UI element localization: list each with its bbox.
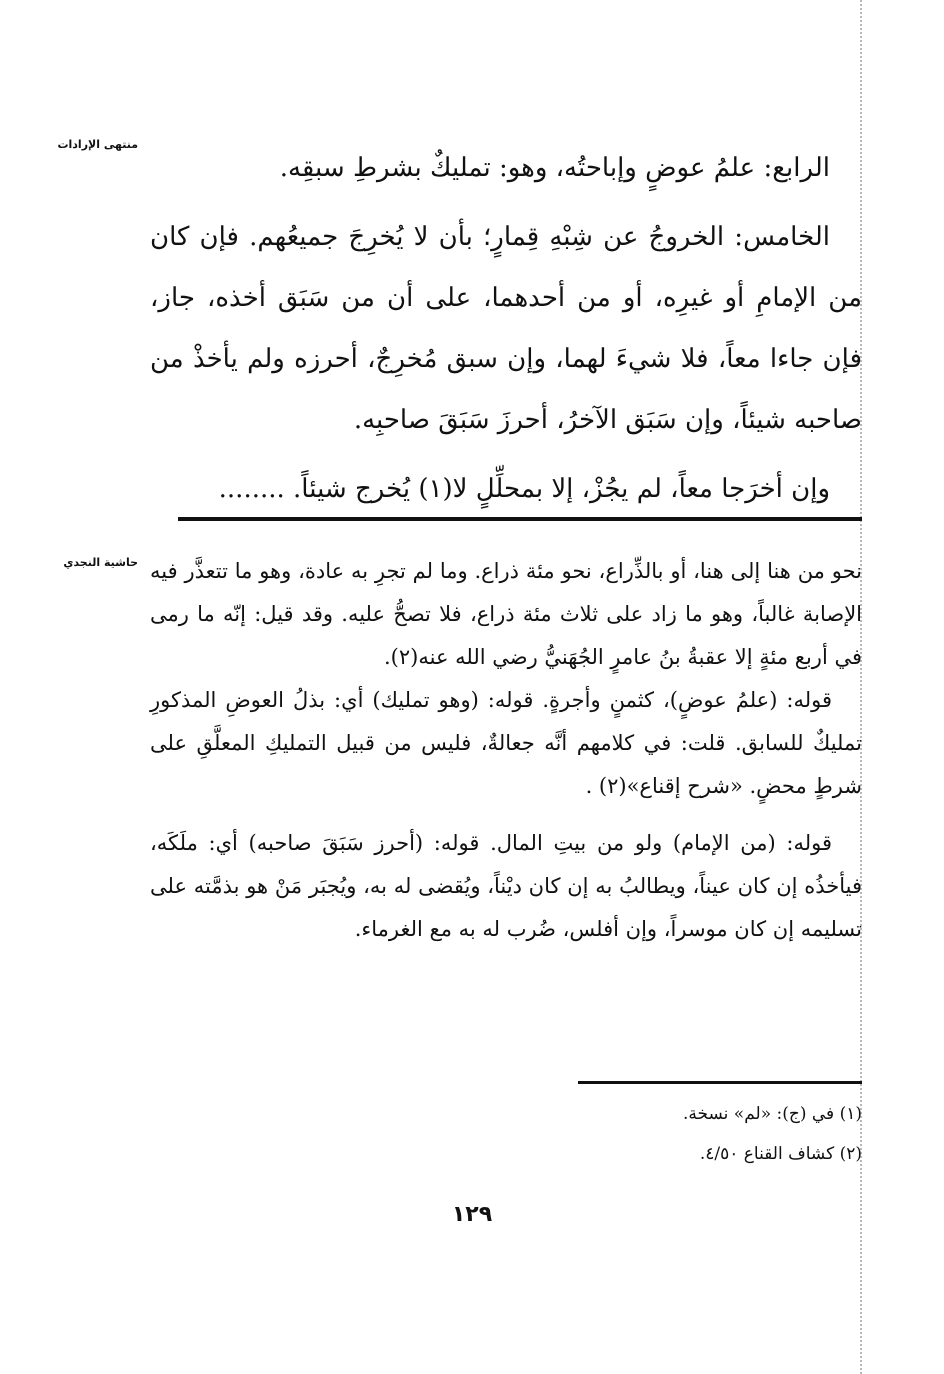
sharh-text	[150, 550, 862, 951]
matn-separator-rule	[178, 517, 862, 521]
matn-text	[150, 138, 862, 520]
footnote-separator-rule	[578, 1081, 862, 1084]
page-number: ١٢٩	[451, 1202, 493, 1227]
side-label-sharh-title: حاشية النجدي	[63, 556, 138, 569]
footnote-2: (٢) كشاف القناع ٤/٥٠.	[699, 1144, 862, 1164]
matn-paragraph-1: الرابع: علمُ عوضٍ وإباحتُه، وهو: تمليكٌ بشرطِ سبقِه.	[279, 153, 830, 183]
matn-paragraph-2: الخامس: الخروجُ عن شِبْهِ قِمارٍ؛ بأن لا يُخرِجَ جميعُهم. فإن كان من الإمامِ أو غيرِه، أو من أحدهما، على أن من سَبَق أخذه، جاز، فإن جاءا معاً، فلا شيءَ لهما، وإن سبق مُخرِجٌ، أحرزه ولم يأخذْ من صاحبه شيئاً، وإن سَبَق الآخرُ، أحرزَ سَبَقَ صاحبِه.	[150, 222, 862, 435]
sharh-paragraph-2: قوله: (علمُ عوضٍ)، كثمنٍ وأجرةٍ. قوله: (وهو تمليك) أي: بذلُ العوضِ المذكورِ تمليكٌ للسابق. قلت: في كلامهم أنَّه جعالةٌ، فليس من قبيل التمليكِ المعلَّقِ على شرطٍ محضٍ. «شرح إقناع»(٢) .	[150, 688, 862, 798]
sharh-paragraph-3: قوله: (من الإمام) ولو من بيتِ المال. قوله: (أحرز سَبَقَ صاحبه) أي: ملَكَه، فيأخذُه إن كان عيناً، ويطالبُ به إن كان ديْناً، ويُقضى له به، ويُجبَر مَنْ هو بذمَّته على تسليمه إن كان موسراً، وإن أفلس، ضُرب له به مع الغرماء.	[150, 831, 862, 941]
footnote-1: (١) في (ج): «لم» نسخة.	[683, 1104, 862, 1124]
side-label-matn-title: منتهى الإرادات	[57, 138, 138, 151]
matn-paragraph-3: وإن أخرَجا معاً، لم يجُزْ، إلا بمحلِّلٍ لا(١) يُخرج شيئاً. ........	[218, 474, 830, 504]
sharh-paragraph-1: نحو من هنا إلى هنا، أو بالذِّراع، نحو مئة ذراع. وما لم تجرِ به عادة، وهو ما تتعذَّر فيه الإصابة غالباً، وهو ما زاد على ثلاث مئة ذراع، فلا تصحُّ عليه. وقد قيل: إنّه ما رمى في أربع مئةٍ إلا عقبةُ بنُ عامرٍ الجُهَنيُّ رضي الله عنه(٢).	[150, 559, 862, 669]
footnotes	[150, 1094, 862, 1174]
